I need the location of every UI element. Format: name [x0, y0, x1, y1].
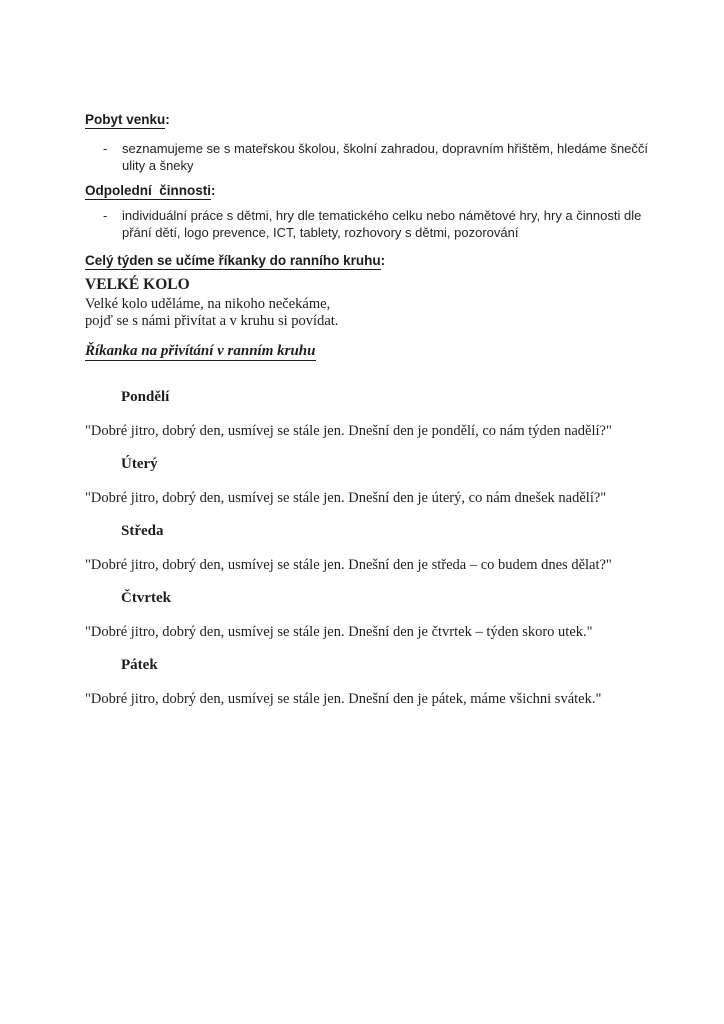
day-quote-pondeli: "Dobré jitro, dobrý den, usmívej se stále jen. Dnešní den je pondělí, co nám týden nadělí?" [85, 423, 612, 439]
day-quote-patek: "Dobré jitro, dobrý den, usmívej se stále jen. Dnešní den je pátek, máme všichni svátek." [85, 691, 602, 707]
heading-cely-tyden [85, 252, 686, 269]
bullet-text-odpoledni [122, 207, 641, 241]
heading-cely-tyden-label: Celý týden se učíme říkanky do ranního kruhu [85, 253, 381, 268]
heading-pobyt-venku-colon: : [165, 112, 170, 127]
day-quote-streda: "Dobré jitro, dobrý den, usmívej se stále jen. Dnešní den je středa – co budem dnes dělat?" [85, 557, 612, 573]
day-quote-ctvrtek: "Dobré jitro, dobrý den, usmívej se stále jen. Dnešní den je čtvrtek – týden skoro utek." [85, 624, 593, 640]
bullet-text-pobyt [122, 140, 648, 174]
bullet-line: ulity a šneky [122, 158, 194, 173]
bullet-line: přání dětí, logo prevence, ICT, tablety, rozhovory s dětmi, pozorování [122, 225, 519, 240]
day-heading-utery: Úterý [121, 456, 158, 472]
heading-odpoledni-cinnosti-label: Odpolední činnosti [85, 183, 211, 198]
heading-pobyt-venku-label: Pobyt venku [85, 112, 166, 127]
rhyme-lines [85, 296, 686, 330]
day-quote-utery: "Dobré jitro, dobrý den, usmívej se stále jen. Dnešní den je úterý, co nám dnešek nadělí?" [85, 490, 607, 506]
rhyme-line: pojď se s námi přivítat a v kruhu si povídat. [85, 313, 339, 329]
bullet-item-pobyt [85, 140, 686, 174]
heading-odpoledni-cinnosti [85, 182, 686, 199]
bullet-line: individuální práce s dětmi, hry dle tematického celku nebo námětové hry, hry a činnosti dle [122, 208, 642, 223]
rhyme-title: VELKÉ KOLO [85, 276, 190, 293]
day-heading-streda: Středa [121, 523, 164, 539]
heading-rikanka-label: Říkanka na přivítání v ranním kruhu [85, 343, 316, 359]
heading-rikanka [85, 342, 686, 360]
bullet-line: seznamujeme se s mateřskou školou, školní zahradou, dopravním hřištěm, hledáme šneččí [122, 141, 649, 156]
day-heading-pondeli: Pondělí [121, 389, 170, 405]
bullet-marker: - [103, 208, 108, 223]
document-content [85, 111, 686, 708]
rhyme-line: Velké kolo uděláme, na nikoho nečekáme, [85, 296, 331, 312]
day-heading-ctvrtek: Čtvrtek [121, 590, 171, 606]
day-heading-patek: Pátek [121, 657, 158, 673]
bullet-item-odpoledni [85, 207, 686, 241]
bullet-marker: - [103, 141, 108, 156]
heading-cely-tyden-colon: : [380, 253, 386, 268]
heading-odpoledni-cinnosti-colon: : [211, 183, 216, 198]
heading-pobyt-venku [85, 111, 686, 128]
